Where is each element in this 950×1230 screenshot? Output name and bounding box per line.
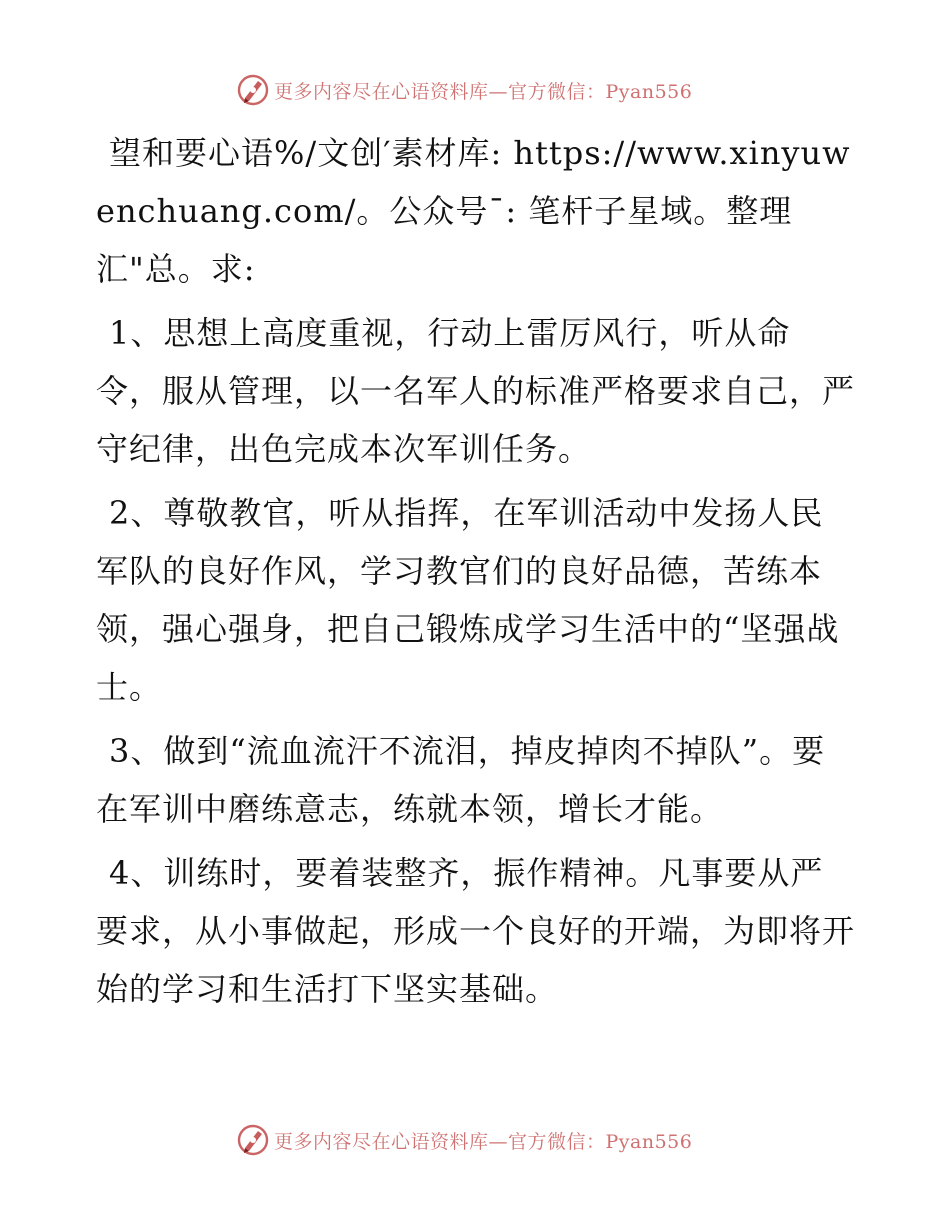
pen-logo-icon: [236, 1123, 270, 1157]
requirement-item-4: 4、训练时，要着装整齐，振作精神。凡事要从严要求，从小事做起，形成一个良好的开端，为即将开始的学习和生活打下坚实基础。: [96, 854, 856, 1008]
requirement-item-2: 2、尊敬教官，听从指挥，在军训活动中发扬人民军队的良好作风，学习教官们的良好品德，苦练本领，强心强身，把自己锻炼成学习生活中的“坚强战士。: [96, 494, 840, 706]
document-body: [96, 124, 856, 1024]
banner-text: 更多内容尽在心语资料库—官方微信：Pyan556: [274, 80, 693, 103]
banner-text: 更多内容尽在心语资料库—官方微信：Pyan556: [274, 1130, 693, 1153]
requirement-item-1: 1、思想上高度重视，行动上雷厉风行，听从命令，服从管理，以一名军人的标准严格要求自己，严守纪律，出色完成本次军训任务。: [96, 314, 856, 468]
header-banner: [236, 72, 692, 108]
pen-logo-icon: [236, 73, 270, 107]
intro-paragraph: 望和要心语%/文创′素材库: https://www.xinyuwenchuang.com/。公众号¯: 笔杆子星域。整理汇"总。求:: [96, 134, 851, 288]
footer-banner: [236, 1122, 692, 1158]
requirement-item-3: 3、做到“流血流汗不流泪，掉皮掉肉不掉队”。要在军训中磨练意志，练就本领，增长才能。: [96, 732, 826, 828]
